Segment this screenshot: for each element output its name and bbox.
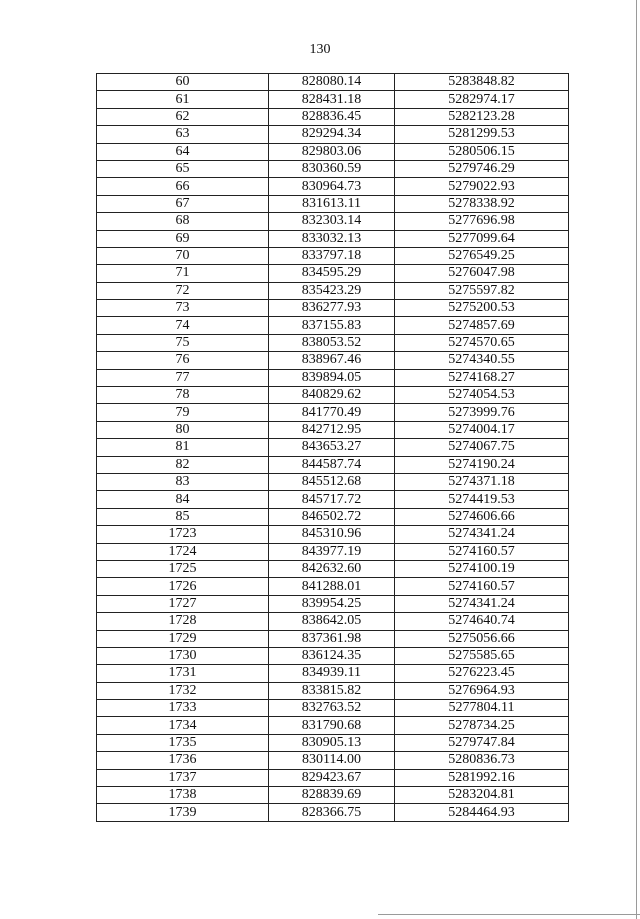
table-row [97,508,569,525]
scan-edge-line-right [636,0,637,919]
x-coordinate-cell: 828366.75 [269,804,395,821]
point-number-cell: 1735 [97,734,269,751]
table-row [97,665,569,682]
y-coordinate-cell: 5276047.98 [395,265,569,282]
table-row [97,247,569,264]
x-coordinate-cell: 829803.06 [269,143,395,160]
table-row [97,108,569,125]
x-coordinate-cell: 845512.68 [269,473,395,490]
table-row [97,74,569,91]
table-row [97,787,569,804]
point-number-cell: 1731 [97,665,269,682]
table-row [97,578,569,595]
table-row [97,700,569,717]
y-coordinate-cell: 5274004.17 [395,421,569,438]
point-number-cell: 63 [97,126,269,143]
coordinates-table [96,73,569,822]
table-row [97,195,569,212]
x-coordinate-cell: 829294.34 [269,126,395,143]
point-number-cell: 1734 [97,717,269,734]
table-row [97,300,569,317]
point-number-cell: 1732 [97,682,269,699]
y-coordinate-cell: 5275056.66 [395,630,569,647]
y-coordinate-cell: 5274419.53 [395,491,569,508]
x-coordinate-cell: 830905.13 [269,734,395,751]
y-coordinate-cell: 5274340.55 [395,352,569,369]
y-coordinate-cell: 5274371.18 [395,473,569,490]
table-row [97,91,569,108]
y-coordinate-cell: 5282974.17 [395,91,569,108]
table-row [97,387,569,404]
table-row [97,352,569,369]
point-number-cell: 82 [97,456,269,473]
y-coordinate-cell: 5273999.76 [395,404,569,421]
y-coordinate-cell: 5274160.57 [395,578,569,595]
y-coordinate-cell: 5278734.25 [395,717,569,734]
x-coordinate-cell: 833797.18 [269,247,395,264]
x-coordinate-cell: 828080.14 [269,74,395,91]
y-coordinate-cell: 5276549.25 [395,247,569,264]
y-coordinate-cell: 5277696.98 [395,213,569,230]
point-number-cell: 69 [97,230,269,247]
y-coordinate-cell: 5274341.24 [395,526,569,543]
table-row [97,560,569,577]
point-number-cell: 80 [97,421,269,438]
y-coordinate-cell: 5276223.45 [395,665,569,682]
table-row [97,526,569,543]
y-coordinate-cell: 5274054.53 [395,387,569,404]
point-number-cell: 84 [97,491,269,508]
x-coordinate-cell: 842632.60 [269,560,395,577]
x-coordinate-cell: 845310.96 [269,526,395,543]
point-number-cell: 1738 [97,787,269,804]
x-coordinate-cell: 838967.46 [269,352,395,369]
y-coordinate-cell: 5274160.57 [395,543,569,560]
table-row [97,334,569,351]
point-number-cell: 62 [97,108,269,125]
point-number-cell: 81 [97,439,269,456]
x-coordinate-cell: 840829.62 [269,387,395,404]
page-number: 130 [309,42,331,57]
point-number-cell: 1728 [97,613,269,630]
point-number-cell: 76 [97,352,269,369]
point-number-cell: 1725 [97,560,269,577]
x-coordinate-cell: 832303.14 [269,213,395,230]
table-row [97,143,569,160]
table-row [97,456,569,473]
y-coordinate-cell: 5274067.75 [395,439,569,456]
x-coordinate-cell: 834939.11 [269,665,395,682]
x-coordinate-cell: 829423.67 [269,769,395,786]
table-row [97,734,569,751]
y-coordinate-cell: 5276964.93 [395,682,569,699]
table-row [97,369,569,386]
table-row [97,804,569,821]
y-coordinate-cell: 5283204.81 [395,787,569,804]
y-coordinate-cell: 5274570.65 [395,334,569,351]
x-coordinate-cell: 843977.19 [269,543,395,560]
x-coordinate-cell: 836277.93 [269,300,395,317]
x-coordinate-cell: 837155.83 [269,317,395,334]
x-coordinate-cell: 831613.11 [269,195,395,212]
y-coordinate-cell: 5274190.24 [395,456,569,473]
point-number-cell: 1737 [97,769,269,786]
point-number-cell: 68 [97,213,269,230]
point-number-cell: 1730 [97,647,269,664]
x-coordinate-cell: 830964.73 [269,178,395,195]
point-number-cell: 73 [97,300,269,317]
y-coordinate-cell: 5277804.11 [395,700,569,717]
x-coordinate-cell: 841288.01 [269,578,395,595]
table-row [97,543,569,560]
point-number-cell: 1726 [97,578,269,595]
y-coordinate-cell: 5283848.82 [395,74,569,91]
point-number-cell: 71 [97,265,269,282]
point-number-cell: 78 [97,387,269,404]
x-coordinate-cell: 842712.95 [269,421,395,438]
y-coordinate-cell: 5274168.27 [395,369,569,386]
table-row [97,647,569,664]
x-coordinate-cell: 832763.52 [269,700,395,717]
point-number-cell: 1736 [97,752,269,769]
y-coordinate-cell: 5280506.15 [395,143,569,160]
point-number-cell: 66 [97,178,269,195]
table-row [97,769,569,786]
table-row [97,717,569,734]
y-coordinate-cell: 5279746.29 [395,160,569,177]
point-number-cell: 1739 [97,804,269,821]
table-row [97,439,569,456]
y-coordinate-cell: 5275585.65 [395,647,569,664]
point-number-cell: 77 [97,369,269,386]
table-row [97,613,569,630]
y-coordinate-cell: 5275597.82 [395,282,569,299]
point-number-cell: 60 [97,74,269,91]
table-row [97,230,569,247]
table-row [97,595,569,612]
table-row [97,213,569,230]
x-coordinate-cell: 845717.72 [269,491,395,508]
point-number-cell: 1727 [97,595,269,612]
table-row [97,178,569,195]
coordinates-table-body [97,74,569,822]
point-number-cell: 70 [97,247,269,264]
x-coordinate-cell: 828836.45 [269,108,395,125]
y-coordinate-cell: 5274640.74 [395,613,569,630]
y-coordinate-cell: 5280836.73 [395,752,569,769]
table-row [97,160,569,177]
point-number-cell: 64 [97,143,269,160]
y-coordinate-cell: 5277099.64 [395,230,569,247]
table-row [97,630,569,647]
point-number-cell: 1724 [97,543,269,560]
x-coordinate-cell: 841770.49 [269,404,395,421]
point-number-cell: 67 [97,195,269,212]
y-coordinate-cell: 5279747.84 [395,734,569,751]
y-coordinate-cell: 5274100.19 [395,560,569,577]
table-row [97,404,569,421]
point-number-cell: 85 [97,508,269,525]
point-number-cell: 61 [97,91,269,108]
x-coordinate-cell: 828431.18 [269,91,395,108]
table-row [97,752,569,769]
point-number-cell: 1729 [97,630,269,647]
table-row [97,421,569,438]
point-number-cell: 79 [97,404,269,421]
y-coordinate-cell: 5278338.92 [395,195,569,212]
y-coordinate-cell: 5274341.24 [395,595,569,612]
x-coordinate-cell: 844587.74 [269,456,395,473]
table-row [97,317,569,334]
y-coordinate-cell: 5275200.53 [395,300,569,317]
point-number-cell: 83 [97,473,269,490]
y-coordinate-cell: 5274606.66 [395,508,569,525]
point-number-cell: 1723 [97,526,269,543]
x-coordinate-cell: 839954.25 [269,595,395,612]
point-number-cell: 1733 [97,700,269,717]
x-coordinate-cell: 835423.29 [269,282,395,299]
x-coordinate-cell: 833815.82 [269,682,395,699]
table-row [97,265,569,282]
table-row [97,126,569,143]
x-coordinate-cell: 830114.00 [269,752,395,769]
x-coordinate-cell: 838642.05 [269,613,395,630]
table-row [97,473,569,490]
point-number-cell: 74 [97,317,269,334]
x-coordinate-cell: 836124.35 [269,647,395,664]
x-coordinate-cell: 838053.52 [269,334,395,351]
point-number-cell: 72 [97,282,269,299]
x-coordinate-cell: 837361.98 [269,630,395,647]
x-coordinate-cell: 839894.05 [269,369,395,386]
x-coordinate-cell: 843653.27 [269,439,395,456]
x-coordinate-cell: 834595.29 [269,265,395,282]
y-coordinate-cell: 5279022.93 [395,178,569,195]
x-coordinate-cell: 828839.69 [269,787,395,804]
table-row [97,282,569,299]
point-number-cell: 75 [97,334,269,351]
point-number-cell: 65 [97,160,269,177]
y-coordinate-cell: 5281992.16 [395,769,569,786]
y-coordinate-cell: 5282123.28 [395,108,569,125]
y-coordinate-cell: 5274857.69 [395,317,569,334]
y-coordinate-cell: 5281299.53 [395,126,569,143]
x-coordinate-cell: 830360.59 [269,160,395,177]
x-coordinate-cell: 831790.68 [269,717,395,734]
table-row [97,491,569,508]
x-coordinate-cell: 846502.72 [269,508,395,525]
x-coordinate-cell: 833032.13 [269,230,395,247]
y-coordinate-cell: 5284464.93 [395,804,569,821]
table-row [97,682,569,699]
scan-edge-line-bottom [378,914,640,915]
